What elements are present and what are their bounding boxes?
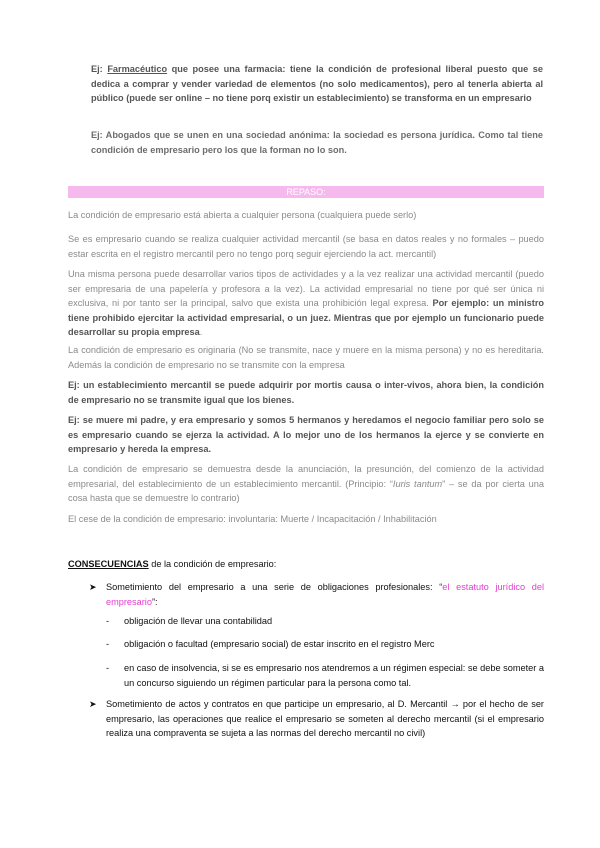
repaso-heading-bar: REPASO: bbox=[68, 186, 544, 198]
sub-item-accounting: obligación de llevar una contabilidad bbox=[124, 616, 273, 626]
review-example-inheritance: Ej: se muere mi padre, y era empresario y somos 5 hermanos y heredamos el negocio familiar pero solo se es empresario cuando se ejerza la actividad. A lo mejor uno de los hermanos la ejerce y se convierte en empresario y hereda la empresa. bbox=[68, 415, 544, 454]
review-paragraph-4: La condición de empresario es originaria (No se transmite, nace y muere en la misma persona) y no es hereditaria. Además la condición de empresario no se transmite con la empresa bbox=[68, 345, 544, 370]
sub-item-insolvency: en caso de insolvencia, si se es empresario nos atendremos a un régimen especial: se debe someter a un concurso siguiendo un régimen particular para la persona como tal. bbox=[124, 663, 544, 688]
review-example-establishment: Ej: un establecimiento mercantil se puede adquirir por mortis causa o inter-vivos, ahora bien, la condición de empresario no se transmite igual que los bienes. bbox=[68, 380, 544, 405]
dash-bullet-icon: - bbox=[106, 639, 110, 649]
dash-bullet-icon: - bbox=[106, 663, 110, 673]
example-lawyers-paragraph: Ej: Abogados que se unen en una sociedad anónima: la sociedad es persona jurídica. Como tal tiene condición de empresario pero los que la forman no lo son. bbox=[91, 130, 543, 155]
dash-bullet-icon: - bbox=[106, 616, 110, 626]
pharmacist-term: Farmacéutico bbox=[107, 64, 168, 74]
review-paragraph-1: La condición de empresario está abierta a cualquier persona (cualquiera puede serlo) bbox=[68, 210, 417, 220]
sub-item-registry: obligación o facultad (empresario social) de estar inscrito en el registro Merc bbox=[124, 639, 435, 649]
consequence-item-2: Sometimiento de actos y contratos en que participe un empresario, al D. Mercantil → por el hecho de ser empresario, las operaciones que realice el empresario se someten al derecho mercantil (si el empresario realiza una compraventa se sujeta a las normas del derecho mercantil no civil) bbox=[106, 699, 544, 738]
arrow-bullet-icon: ➤ bbox=[89, 699, 97, 709]
consequence-item-1: Sometimiento del empresario a una serie de obligaciones profesionales: “el estatuto jurídico del empresario”: bbox=[106, 582, 544, 607]
review-paragraph-2: Se es empresario cuando se realiza cualquier actividad mercantil (se basa en datos reales y no formales – puedo estar escrita en el registro mercantil pero no tengo porq seguir ejerciendo la act. mercantil) bbox=[68, 234, 544, 259]
arrow-bullet-icon: ➤ bbox=[89, 582, 97, 592]
consequences-heading: CONSECUENCIAS de la condición de empresario: bbox=[68, 559, 277, 569]
review-paragraph-proof: La condición de empresario se demuestra desde la anunciación, la presunción, del comienzo de la actividad empresarial, del establecimiento de un establecimiento mercantil. (Principio: “Iuris tantum” – se da por cierta una cosa hasta que se demuestre lo contrario) bbox=[68, 464, 544, 503]
example-pharmacist-paragraph: Ej: Farmacéutico que posee una farmacia: tiene la condición de profesional liberal puesto que se dedica a comprar y vender variedad de elementos (no solo medicamentos), pero al tenerla abierta al público (puede ser online – no tiene porq existir un establecimiento) se transforma en un empresario bbox=[91, 64, 543, 103]
review-paragraph-cessation: El cese de la condición de empresario: involuntaria: Muerte / Incapacitación / Inhabilitación bbox=[68, 514, 437, 524]
review-paragraph-3: Una misma persona puede desarrollar varios tipos de actividades y a la vez realizar una actividad mercantil (puedo ser empresaria de una papelería y profesora a la vez). La actividad empresarial no tiene por qué ser única ni exclusiva, ni por tanto ser la principal, salvo que exista una prohibición legal expresa. Por ejemplo: un ministro tiene prohibido ejercitar la actividad empresarial, o un juez. Mientras que por ejemplo un funcionario puede desarrollar su propia empresa. bbox=[68, 269, 545, 337]
